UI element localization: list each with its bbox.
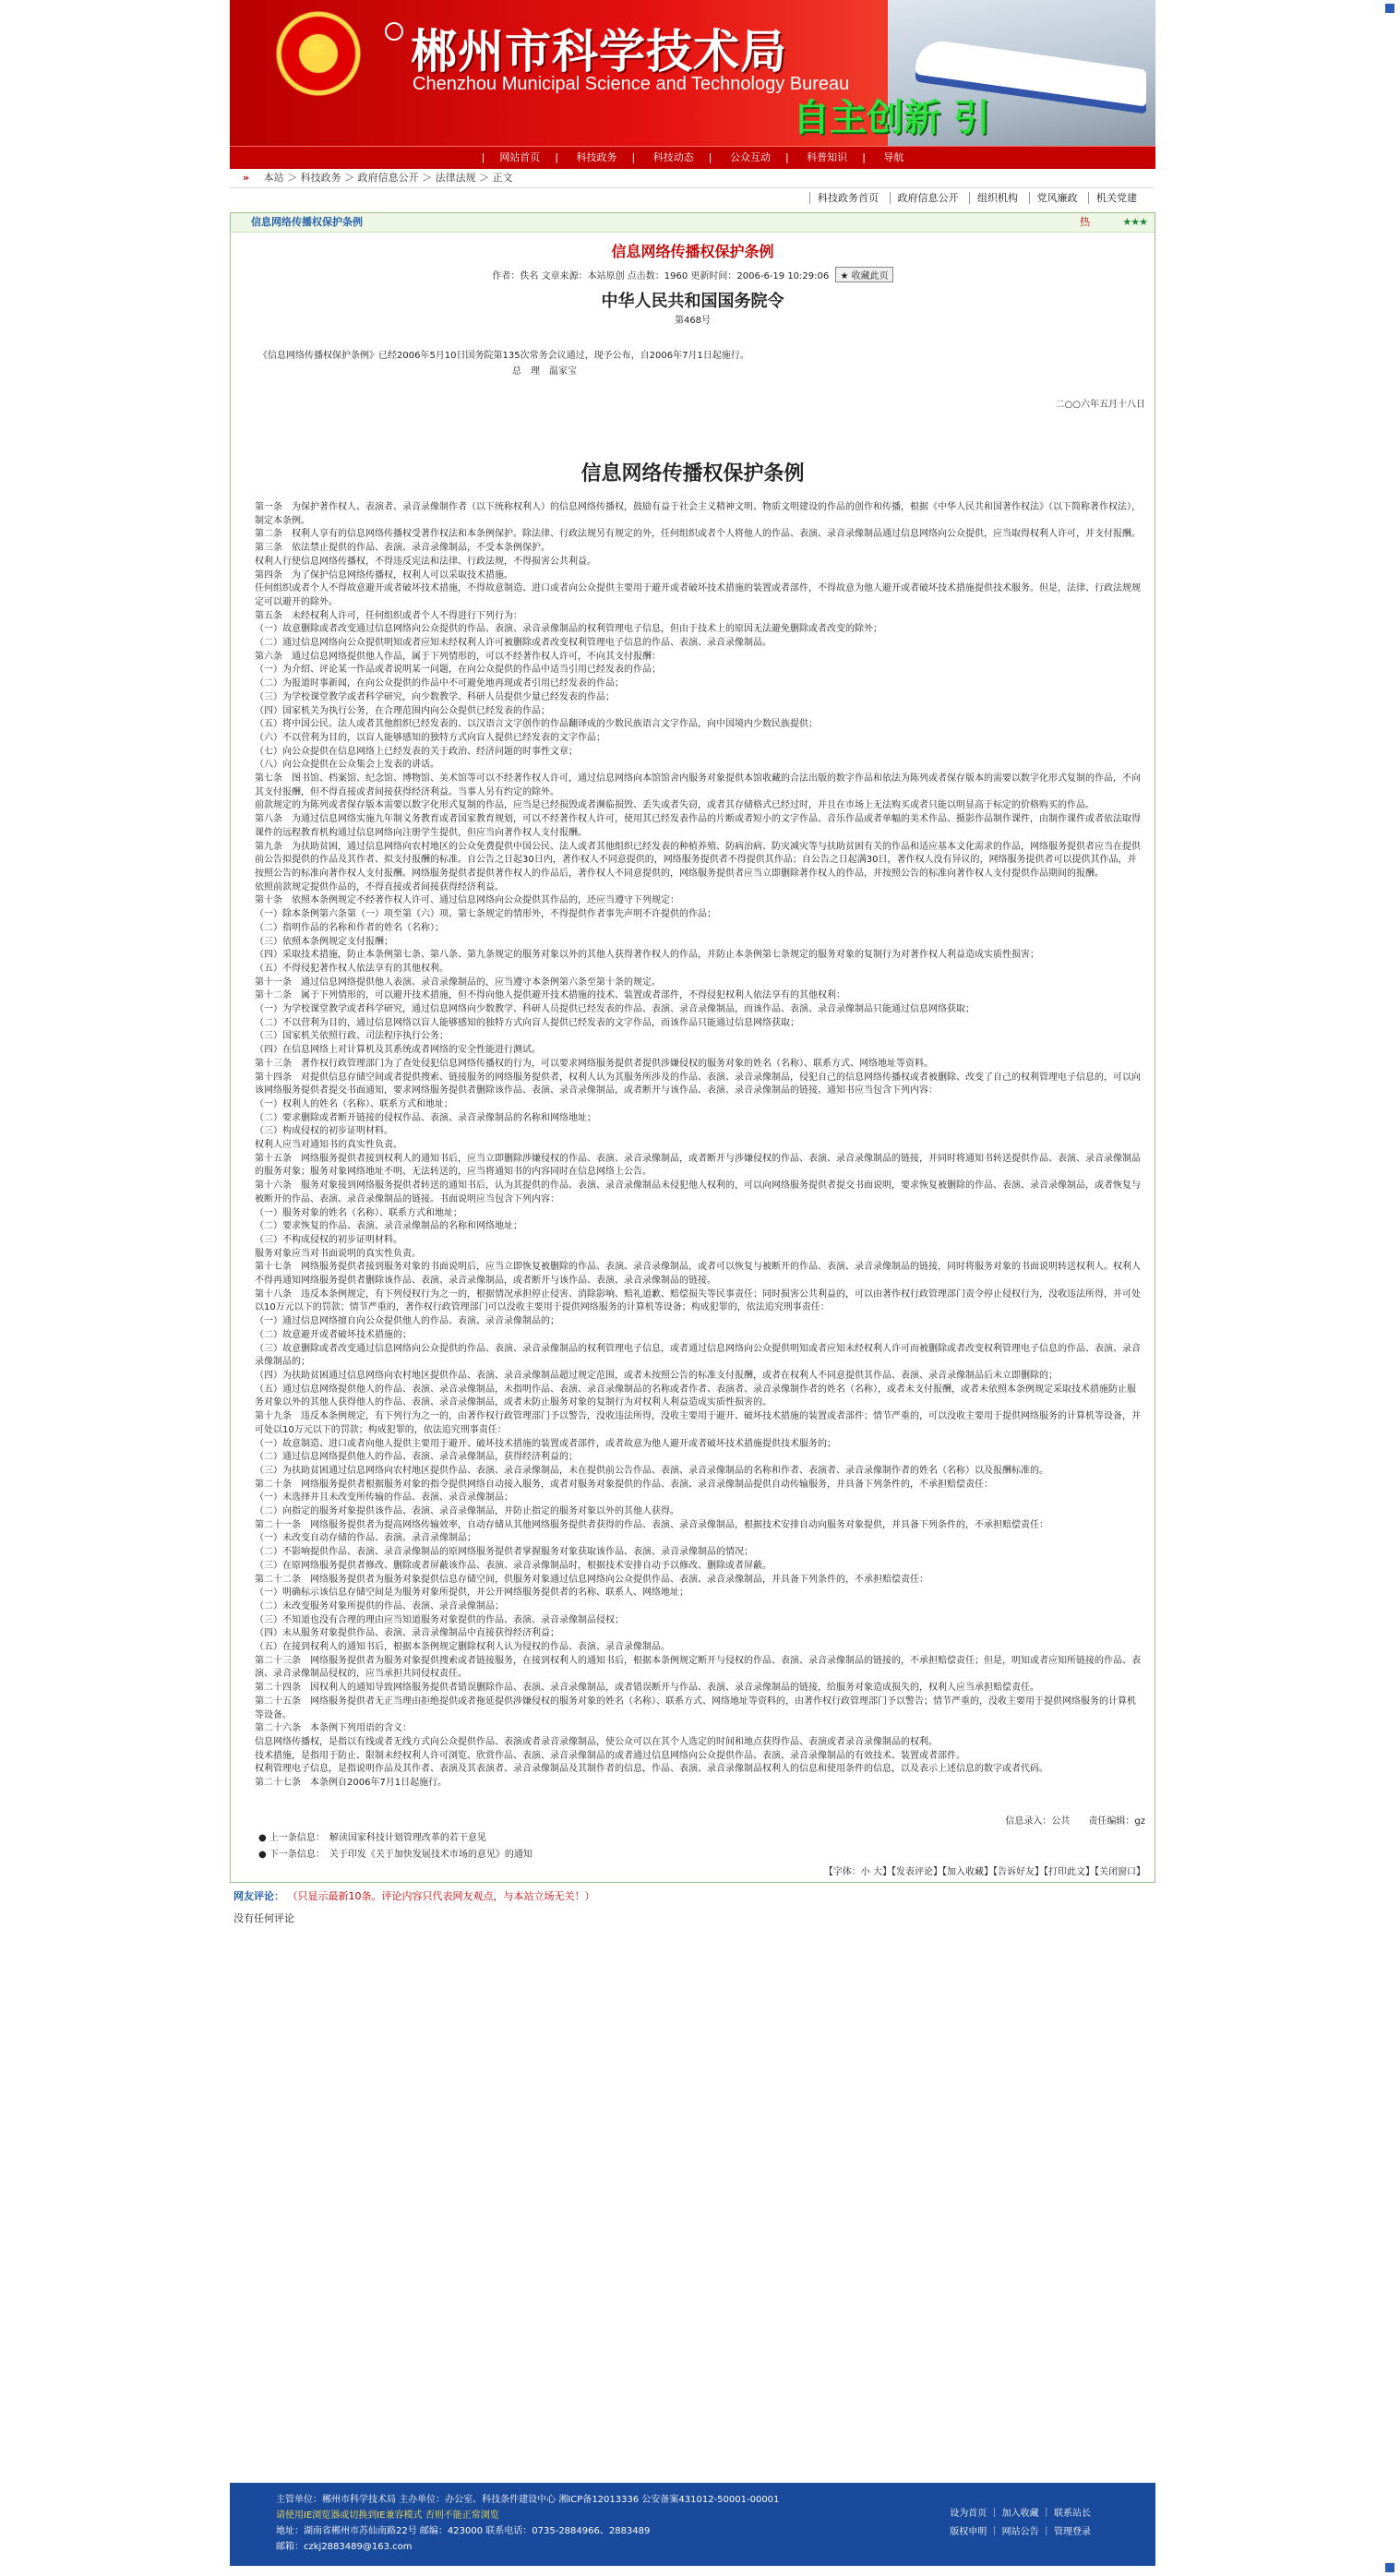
article-paragraph: （一）故意删除或者改变通过信息网络向公众提供的作品、表演、录音录像制品的权利管理电子信息，但由于技术上的原因无法避免删除或者改变的除外； bbox=[255, 624, 882, 635]
next-link[interactable]: ● 下一条信息： 关于印发《关于加快发展技术市场的意见》的通知 bbox=[258, 1849, 532, 1860]
article-paragraph: （二）要求删除或者断开链接的侵权作品、表演、录音录像制品的名称和网络地址； bbox=[255, 1112, 596, 1123]
menu-gov-info[interactable]: 政府信息公开 bbox=[890, 192, 966, 204]
crumb-site[interactable]: 本站 bbox=[263, 172, 284, 184]
footer-address: 地址：湖南省郴州市苏仙南路22号 邮编：423000 联系电话：0735-2884966、2883489 bbox=[276, 2526, 651, 2536]
article-paragraph: （四）未从服务对象提供作品、表演、录音录像制品中直接获得经济利益； bbox=[255, 1628, 559, 1639]
article-paragraph: （一）明确标示该信息存储空间是为服务对象所提供，并公开网络服务提供者的名称、联系人、网络地址； bbox=[255, 1588, 688, 1599]
article-paragraph: 前款规定的为陈列或者保存版本需要以数字化形式复制的作品，应当是已经损毁或者濒临损毁、丢失或者失窃，或者其存储格式已经过时，并且在市场上无法购买或者只能以明显高于标定的价格购买的作品。 bbox=[255, 800, 1095, 811]
article-paragraph: （三）国家机关依照行政、司法程序执行公务； bbox=[255, 1031, 449, 1042]
regulation-heading: 信息网络传播权保护条例 bbox=[580, 462, 805, 485]
prev-link-text: 上一条信息： 解读国家科技计划管理改革的若干意见 bbox=[269, 1832, 486, 1843]
article-paragraph: 第十八条 违反本条例规定，有下列侵权行为之一的，根据情况承担停止侵害、消除影响、赔礼道歉、赔偿损失等民事责任；同时损害公共利益的，可以由著作权行政管理部门责令停止侵权行为，没收违法所得，并可处以10万元以下的罚款；情节严重的，著作权行政管理部门可以没收主要用于提供网络服务的计算机等设备；构成犯罪的，依法追究刑事责任： bbox=[255, 1288, 1141, 1313]
issue-date: 二○○六年五月十八日 bbox=[1055, 400, 1145, 410]
article-paragraph: 权利管理电子信息，是指说明作品及其作者、表演及其表演者、录音录像制品及其制作者的信息，作品、表演、录音录像制品权利人的信息和使用条件的信息，以及表示上述信息的数字或者代码。 bbox=[255, 1764, 1048, 1775]
menu-party[interactable]: 机关党建 bbox=[1088, 192, 1144, 204]
article-paragraph: 第十六条 服务对象接到网络服务提供者转送的通知书后，认为其提供的作品、表演、录音录像制品未侵犯他人权利的，可以向网络服务提供者提交书面说明，要求恢复被删除的作品、表演、录音录像制品，或者恢复与被断开的作品、表演、录音录像制品的链接。书面说明应当包含下列内容： bbox=[255, 1180, 1141, 1204]
hot-label: 热 bbox=[1080, 216, 1090, 228]
bookmark-icon: ★ bbox=[840, 271, 849, 282]
favorite-label: 收藏此页 bbox=[851, 271, 889, 282]
article-paragraph: （三）构成侵权的初步证明材料。 bbox=[255, 1126, 393, 1137]
article-meta bbox=[231, 267, 1155, 282]
frame-title: 信息网络传播权保护条例 bbox=[251, 216, 363, 228]
article-paragraph: （二）通过信息网络提供他人的作品、表演、录音录像制品，获得经济利益的； bbox=[255, 1452, 578, 1463]
article-paragraph: （二）要求恢复的作品、表演、录音录像制品的名称和网络地址； bbox=[255, 1221, 522, 1232]
recorder-info: 信息录入：公共 责任编辑：gz bbox=[1005, 1815, 1145, 1827]
footer-email: 邮箱：czkj2883489@163.com bbox=[276, 2542, 413, 2552]
nav-home[interactable]: 网站首页 bbox=[499, 151, 541, 163]
article-paragraph: 第二十五条 网络服务提供者无正当理由拒绝提供或者拖延提供涉嫌侵权的服务对象的姓名（名称）、联系方式、网络地址等资料的，由著作权行政管理部门予以警告；情节严重的，没收主要用于提供网络服务的计算机等设备。 bbox=[255, 1695, 1136, 1720]
article-paragraph: （五）不得侵犯著作权人依法享有的其他权利。 bbox=[255, 963, 449, 974]
article-paragraph: （二）通过信息网络向公众提供明知或者应知未经权利人许可被删除或者改变权利管理电子信息的作品、表演、录音录像制品。 bbox=[255, 638, 772, 649]
menu-integrity[interactable]: 党风廉政 bbox=[1029, 192, 1085, 204]
article-paragraph: 信息网络传播权，是指以有线或者无线方式向公众提供作品、表演或者录音录像制品，使公众可以在其个人选定的时间和地点获得作品、表演或者录音录像制品的权利。 bbox=[255, 1736, 938, 1747]
article-paragraph: （四）国家机关为执行公务，在合理范围内向公众提供已经发表的作品； bbox=[255, 705, 550, 716]
article-paragraph: 权利人应当对通知书的真实性负责。 bbox=[255, 1140, 402, 1151]
article-frame bbox=[230, 212, 1155, 1883]
article-paragraph: （四）在信息网络上对计算机及其系统或者网络的安全性能进行测试。 bbox=[255, 1045, 541, 1056]
article-paragraph: （三）为学校课堂教学或者科学研究，向少数教学、科研人员提供少量已经发表的作品； bbox=[255, 691, 615, 702]
article-paragraph: （八）向公众提供在公众集会上发表的讲话。 bbox=[255, 760, 439, 771]
article-paragraph: （一）通过信息网络擅自向公众提供他人的作品、表演、录音录像制品的； bbox=[255, 1316, 559, 1327]
article-paragraph: 第十条 依照本条例规定不经著作权人许可、通过信息网络向公众提供其作品的，还应当遵守下列规定： bbox=[255, 895, 679, 906]
issuing-org: 中华人民共和国国务院令 bbox=[601, 292, 784, 311]
article-paragraph: （一）权利人的姓名（名称）、联系方式和地址； bbox=[255, 1098, 453, 1109]
article-paragraph: （四）采取技术措施，防止本条例第七条、第八条、第九条规定的服务对象以外的其他人获得著作权人的作品，并防止本条例第七条规定的服务对象的复制行为对著作权人利益造成实质性损害； bbox=[255, 950, 1039, 961]
article-paragraph: 第二十七条 本条例自2006年7月1日起施行。 bbox=[255, 1778, 448, 1789]
prev-link[interactable]: ● 上一条信息： 解读国家科技计划管理改革的若干意见 bbox=[258, 1832, 486, 1843]
article-paragraph: 任何组织或者个人不得故意避开或者破坏技术措施，不得故意制造、进口或者向公众提供主要用于避开或者破坏技术措施的装置或者部件，不得故意为他人避开或者破坏技术措施提供技术服务。但是，法律、行政法规规定可以避开的除外。 bbox=[255, 583, 1141, 607]
article-paragraph: 第十五条 网络服务提供者接到权利人的通知书后，应当立即删除涉嫌侵权的作品、表演、录音录像制品，或者断开与涉嫌侵权的作品、表演、录音录像制品的链接，并同时将通知书转送提供作品、表演、录音录像制品的服务对象；服务对象网络地址不明、无法转送的，应当将通知书的内容同时在信息网络上公告。 bbox=[255, 1153, 1141, 1178]
article-paragraph: 第十九条 违反本条例规定，有下列行为之一的，由著作权行政管理部门予以警告，没收违法所得，没收主要用于避开、破坏技术措施的装置或者部件；情节严重的，可以没收主要用于提供网络服务的计算机等设备，并可处以10万元以下的罚款；构成犯罪的，依法追究刑事责任： bbox=[255, 1411, 1141, 1435]
article-paragraph: （三）不知道也没有合理的理由应当知道服务对象提供的作品、表演、录音录像制品侵权； bbox=[255, 1614, 624, 1625]
article-paragraph: （四）为扶助贫困通过信息网络向农村地区提供作品、表演、录音录像制品超过规定范围，或者未按照公告的标准支付报酬，或者在权利人不同意提供其作品、表演、录音录像制品后未立即删除的； bbox=[255, 1371, 1058, 1381]
article-actions[interactable]: 【字体：小 大】【发表评论】【加入收藏】【告诉好友】【打印此文】【关闭窗口】 bbox=[823, 1866, 1145, 1877]
article-paragraph: （一）未改变自动存储的作品、表演、录音录像制品； bbox=[255, 1533, 476, 1544]
article-paragraph: 第五条 未经权利人许可，任何组织或者个人不得进行下列行为： bbox=[255, 610, 522, 621]
article-paragraph: 第四条 为了保护信息网络传播权，权利人可以采取技术措施。 bbox=[255, 569, 513, 581]
article-paragraph: 第十三条 著作权行政管理部门为了查处侵犯信息网络传播权的行为，可以要求网络服务提供者提供涉嫌侵权的服务对象的姓名（名称）、联系方式、网络地址等资料。 bbox=[255, 1058, 933, 1069]
premier-signature: 总 理 温家宝 bbox=[512, 366, 577, 377]
article-paragraph: 第十七条 网络服务提供者接到服务对象的书面说明后，应当立即恢复被删除的作品、表演、录音录像制品，或者可以恢复与被断开的作品、表演、录音录像制品的链接，同时将服务对象的书面说明转送权利人。权利人不得再通知网络服务提供者删除该作品、表演、录音录像制品，或者断开与该作品、表演、录音录像制品的链接。 bbox=[255, 1262, 1141, 1287]
nav-guide[interactable]: 导航 bbox=[883, 151, 904, 163]
article-paragraph: （五）通过信息网络提供他人的作品、表演、录音录像制品，未指明作品、表演、录音录像制品的名称或者作者、表演者、录音录像制作者的姓名（名称），或者未支付报酬，或者未依照本条例规定采取技术措施防止服务对象以外的其他人获得他人的作品、表演、录音录像制品，或者未防止服务对象的复制行为对权利人利益造成实质性损害的。 bbox=[255, 1384, 1136, 1408]
favorite-button[interactable] bbox=[835, 267, 892, 282]
article-paragraph: （二）为报道时事新闻，在向公众提供的作品中不可避免地再现或者引用已经发表的作品； bbox=[255, 678, 624, 689]
article-paragraph: （三）不构成侵权的初步证明材料。 bbox=[255, 1234, 402, 1245]
article-paragraph: （五）在接到权利人的通知书后，根据本条例规定删除权利人认为侵权的作品、表演、录音录像制品。 bbox=[255, 1642, 670, 1653]
next-link-text: 下一条信息： 关于印发《关于加快发展技术市场的意见》的通知 bbox=[269, 1849, 532, 1860]
article-paragraph: 第八条 为通过信息网络实施九年制义务教育或者国家教育规划，可以不经著作权人许可，使用其已经发表作品的片断或者短小的文字作品、音乐作品或者单幅的美术作品、摄影作品制作课件，由制作课件或者依法取得课件的远程教育机构通过信息网络向注册学生提供，但应当向著作权人支付报酬。 bbox=[255, 814, 1141, 838]
article-paragraph: （二）指明作品的名称和作者的姓名（名称）； bbox=[255, 922, 444, 933]
nav-news[interactable]: 科技动态 bbox=[652, 151, 694, 163]
nav-affairs[interactable]: 科技政务 bbox=[576, 151, 617, 163]
comment-section bbox=[230, 1888, 1155, 1925]
comment-label: 网友评论： bbox=[233, 1889, 284, 1902]
footer-warning: 请使用IE浏览器或切换到IE兼容模式 否则不能正常浏览 bbox=[276, 2510, 499, 2521]
scrollbar-bottom[interactable] bbox=[1385, 2563, 1394, 2572]
site-subtitle: Chenzhou Municipal Science and Technology Bureau bbox=[413, 74, 850, 94]
article-paragraph: （二）不以营利为目的，通过信息网络以盲人能够感知的独特方式向盲人提供已经发表的文字作品，而该作品只能通过信息网络获取； bbox=[255, 1017, 799, 1028]
article-paragraph: 第十二条 属于下列情形的，可以避开技术措施，但不得向他人提供避开技术措施的技术、装置或者部件，不得侵犯权利人依法享有的其他权利： bbox=[255, 990, 845, 1001]
article-paragraph: （一）为介绍、评论某一作品或者说明某一问题，在向公众提供的作品中适当引用已经发表的作品； bbox=[255, 665, 661, 676]
article-paragraph: 第二十四条 因权利人的通知导致网络服务提供者错误删除作品、表演、录音录像制品，或者错误断开与作品、表演、录音录像制品的链接，给服务对象造成损失的，权利人应当承担赔偿责任。 bbox=[255, 1683, 1039, 1694]
header-banner bbox=[230, 0, 1155, 146]
article-paragraph: （五）将中国公民、法人或者其他组织已经发表的、以汉语言文字创作的作品翻译成的少数民族语言文字作品，向中国境内少数民族提供； bbox=[255, 719, 818, 730]
article-paragraph: 第二十二条 网络服务提供者为服务对象提供信息存储空间，供服务对象通过信息网络向公众提供作品、表演、录音录像制品，并具备下列条件的，不承担赔偿责任： bbox=[255, 1574, 928, 1585]
star-icon: ★ bbox=[304, 32, 329, 65]
article-paragraph: （一）服务对象的姓名（名称）、联系方式和地址； bbox=[255, 1207, 462, 1218]
article-paragraph: 第三条 依法禁止提供的作品、表演、录音录像制品，不受本条例保护。 bbox=[255, 543, 550, 554]
article-paragraph: 第九条 为扶助贫困，通过信息网络向农村地区的公众免费提供中国公民、法人或者其他组织已经发表的种植养殖、防病治病、防灾减灾等与扶助贫困有关的作品和适应基本文化需求的作品，网络服务提供者应当在提供前公告拟提供的作品及其作者、拟支付报酬的标准。自公告之日起30日内，著作权人不同意提供的，网络服务提供者不得提供其作品；自公告之日起满30日，著作权人没有异议的，网络服务提供者可以提供其作品，并按照公告的标准向著作权人支付报酬。网络服务提供者提供著作权人的作品后，著作权人不同意提供的，网络服务提供者应当立即删除著作权人的作品，并按照公告的标准向著作权人支付提供作品期间的报酬。 bbox=[255, 841, 1141, 879]
circle-icon bbox=[385, 22, 403, 41]
double-chevron-icon: » bbox=[243, 172, 250, 184]
article-paragraph: 第二十一条 网络服务提供者为提高网络传输效率，自动存储从其他网络服务提供者获得的作品、表演、录音录像制品，根据技术安排自动向服务对象提供，并具备下列条件的，不承担赔偿责任： bbox=[255, 1519, 1048, 1530]
crumb-law[interactable]: 法律法规 bbox=[435, 172, 476, 184]
article-body bbox=[231, 501, 1155, 1791]
crumb-gov-info[interactable]: 政府信息公开 bbox=[357, 172, 419, 184]
article-paragraph: 第七条 图书馆、档案馆、纪念馆、博物馆、美术馆等可以不经著作权人许可，通过信息网络向本馆馆舍内服务对象提供本馆收藏的合法出版的数字作品和依法为陈列或者保存版本的需要以数字化形式复制的作品，不向其支付报酬，但不得直接或者间接获得经济利益。当事人另有约定的除外。 bbox=[255, 773, 1141, 797]
article-paragraph: 服务对象应当对书面说明的真实性负责。 bbox=[255, 1248, 421, 1259]
scrollbar-top[interactable] bbox=[1385, 4, 1394, 13]
article-paragraph: 第一条 为保护著作权人、表演者、录音录像制作者（以下统称权利人）的信息网络传播权，鼓励有益于社会主义精神文明、物质文明建设的作品的创作和传播，根据《中华人民共和国著作权法》（以下简称著作权法），制定本条例。 bbox=[255, 502, 1141, 526]
meta-text: 作者：佚名 文章来源：本站原创 点击数：1960 更新时间：2006-6-19 10:29:06 bbox=[492, 271, 830, 282]
related-links bbox=[231, 1830, 1155, 1863]
slogan: 自主创新 引 bbox=[793, 97, 990, 139]
article-paragraph: 第十一条 通过信息网络提供他人表演、录音录像制品的，应当遵守本条例第六条至第十条的规定。 bbox=[255, 976, 661, 988]
order-number: 第468号 bbox=[674, 316, 712, 326]
article-title: 信息网络传播权保护条例 bbox=[611, 243, 774, 260]
article-paragraph: （七）向公众提供在信息网络上已经发表的关于政治、经济问题的时事性文章； bbox=[255, 746, 578, 757]
crumb-body: 正文 bbox=[492, 172, 513, 184]
article-paragraph: （三）在原网络服务提供者修改、删除或者屏蔽该作品、表演、录音录像制品时，根据技术安排自动予以修改、删除或者屏蔽。 bbox=[255, 1560, 772, 1571]
footer-line1: 主管单位：郴州市科学技术局 主办单位：办公室、科技条件建设中心 湘ICP备12013336 公安备案431012-50001-00001 bbox=[276, 2495, 780, 2505]
frame-header bbox=[231, 213, 1155, 233]
article-paragraph: （一）未选择并且未改变所传输的作品、表演、录音录像制品； bbox=[255, 1492, 513, 1504]
main-nav: | 网站首页 | 科技政务 | 科技动态 | 公众互动 | 科普知识 | 导航 bbox=[230, 146, 1155, 169]
footer-links-2[interactable]: 版权申明 ｜ 网站公告 ｜ 管理登录 bbox=[950, 2527, 1091, 2537]
rating-stars-icon: ★★★ bbox=[1122, 216, 1147, 228]
article-paragraph: （三）为扶助贫困通过信息网络向农村地区提供作品、表演、录音录像制品，未在提供前公告作品、表演、录音录像制品的名称和作者、表演者、录音录像制作者的姓名（名称）以及报酬标准的。 bbox=[255, 1465, 1048, 1476]
article-paragraph: 第二十条 网络服务提供者根据服务对象的指令提供网络自动接入服务，或者对服务对象提供的作品、表演、录音录像制品提供自动传输服务，并具备下列条件的，不承担赔偿责任： bbox=[255, 1479, 993, 1490]
article-paragraph: 依照前款规定提供作品的，不得直接或者间接获得经济利益。 bbox=[255, 881, 504, 893]
article-paragraph: （二）未改变服务对象所提供的作品、表演、录音录像制品； bbox=[255, 1600, 504, 1611]
article-paragraph: 权利人行使信息网络传播权，不得违反宪法和法律、行政法规，不得损害公共利益。 bbox=[255, 556, 596, 567]
comment-empty: 没有任何评论 bbox=[233, 1911, 294, 1924]
article-paragraph: （二）向指定的服务对象提供该作品、表演、录音录像制品，并防止指定的服务对象以外的其他人获得。 bbox=[255, 1506, 679, 1517]
article-paragraph: 第二十三条 网络服务提供者为服务对象提供搜索或者链接服务，在接到权利人的通知书后，根据本条例规定断开与侵权的作品、表演、录音录像制品的链接的，不承担赔偿责任；但是，明知或者应知所链接的作品、表演、录音录像制品侵权的，应当承担共同侵权责任。 bbox=[255, 1655, 1141, 1680]
nav-interact[interactable]: 公众互动 bbox=[729, 151, 771, 163]
site-title: 郴州市科学技术局 bbox=[411, 25, 787, 78]
article-paragraph: （三）故意删除或者改变通过信息网络向公众提供的作品、表演、录音录像制品的权利管理电子信息，或者通过信息网络向公众提供明知或者应知未经权利人许可而被删除或者改变权利管理电子信息的作品、表演、录音录像制品的； bbox=[255, 1343, 1141, 1368]
article-paragraph: （二）故意避开或者破坏技术措施的； bbox=[255, 1329, 412, 1340]
footer-links-1[interactable]: 设为首页 ｜ 加入收藏 ｜ 联系站长 bbox=[950, 2509, 1091, 2519]
article-paragraph: （一）除本条例第六条第（一）项至第（六）项、第七条规定的情形外，不得提供作者事先声明不许提供的作品； bbox=[255, 909, 716, 920]
comment-note: （只显示最新10条。评论内容只代表网友观点，与本站立场无关！） bbox=[287, 1889, 595, 1902]
menu-affairs-home[interactable]: 科技政务首页 bbox=[809, 192, 886, 204]
sub-menu bbox=[230, 188, 1155, 209]
breadcrumb: » 本站 ＞ 科技政务 ＞ 政府信息公开 ＞ 法律法规 ＞ 正文 bbox=[230, 169, 1155, 188]
article-paragraph: （三）依照本条例规定支付报酬； bbox=[255, 936, 393, 947]
article-paragraph: （一）故意制造、进口或者向他人提供主要用于避开、破坏技术措施的装置或者部件，或者故意为他人避开或者破坏技术措施提供技术服务的； bbox=[255, 1438, 836, 1449]
article-paragraph: 第二条 权利人享有的信息网络传播权受著作权法和本条例保护。除法律、行政法规另有规定的外，任何组织或者个人将他人的作品、表演、录音录像制品通过信息网络向公众提供，应当取得权利人许可，并支付报酬。 bbox=[255, 529, 1141, 540]
article-paragraph: 第六条 通过信息网络提供他人作品，属于下列情形的，可以不经著作权人许可，不向其支付报酬： bbox=[255, 651, 661, 662]
article-paragraph: 第十四条 对提供信息存储空间或者提供搜索、链接服务的网络服务提供者，权利人认为其服务所涉及的作品、表演、录音录像制品，侵犯自己的信息网络传播权或者被删除、改变了自己的权利管理电子信息的，可以向该网络服务提供者提交书面通知，要求网络服务提供者删除该作品、表演、录音录像制品，或者断开与该作品、表演、录音录像制品的链接。通知书应当包含下列内容： bbox=[255, 1072, 1141, 1096]
nav-science[interactable]: 科普知识 bbox=[807, 151, 848, 163]
crumb-affairs[interactable]: 科技政务 bbox=[300, 172, 341, 184]
article-paragraph: （二）不影响提供作品、表演、录音录像制品的原网络服务提供者掌握服务对象获取该作品、表演、录音录像制品的情况； bbox=[255, 1547, 753, 1558]
footer bbox=[230, 2483, 1155, 2566]
article-paragraph: 技术措施，是指用于防止、限制未经权利人许可浏览、欣赏作品、表演、录音录像制品的或者通过信息网络向公众提供作品、表演、录音录像制品的有效技术、装置或者部件。 bbox=[255, 1750, 965, 1761]
intro-text: 《信息网络传播权保护条例》已经2006年5月10日国务院第135次常务会议通过，现予公布，自2006年7月1日起施行。 bbox=[258, 351, 749, 361]
page-container bbox=[230, 0, 1155, 1925]
article-paragraph: （六）不以营利为目的，以盲人能够感知的独特方式向盲人提供已经发表的文字作品； bbox=[255, 732, 605, 743]
menu-org[interactable]: 组织机构 bbox=[969, 192, 1025, 204]
article-paragraph: 第二十六条 本条例下列用语的含义： bbox=[255, 1723, 412, 1734]
article-paragraph: （一）为学校课堂教学或者科学研究，通过信息网络向少数教学、科研人员提供已经发表的作品、表演、录音录像制品，而该作品、表演、录音录像制品只能通过信息网络获取； bbox=[255, 1004, 975, 1015]
